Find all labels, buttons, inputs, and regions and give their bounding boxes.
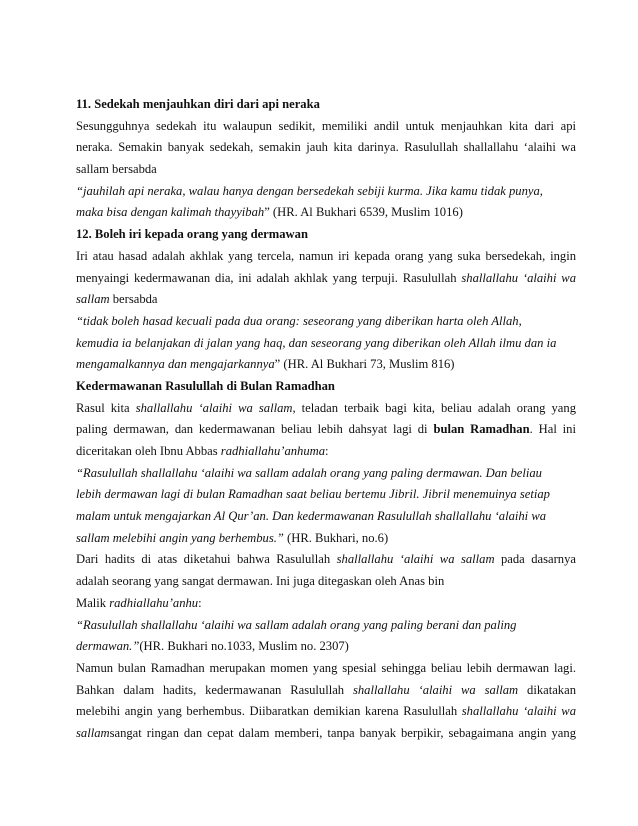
text-run: ” (HR. Al Bukhari 73, Muslim 816) bbox=[274, 357, 455, 372]
text-run: Iri atau hasad adalah akhlak yang tercela, namun iri kepada orang yang suka bersedekah, ingin bbox=[76, 248, 576, 263]
italic-text: mengamalkannya dan mengajarkannya bbox=[76, 357, 275, 372]
text-line bbox=[76, 181, 576, 203]
italic-text: maka bisa dengan kalimah thayyibah bbox=[76, 205, 265, 220]
italic-text: shallallahu ‘alaihi wa bbox=[461, 704, 576, 719]
text-run: Bahkan dalam hadits, kedermawanan Rasulullah bbox=[76, 682, 353, 697]
italic-text: malam untuk mengajarkan Al Qur’an. Dan kedermawanan Rasulullah shallallahu ‘alaihi wa bbox=[76, 509, 547, 524]
text-line bbox=[76, 571, 576, 593]
text-run: Dari hadits di atas diketahui bahwa Rasulullah bbox=[76, 552, 337, 567]
text-run: ” (HR. Al Bukhari 6539, Muslim 1016) bbox=[264, 205, 463, 220]
text-run: Namun bulan Ramadhan merupakan momen yang spesial sehingga beliau lebih dermawan lagi. bbox=[76, 660, 576, 675]
text-line bbox=[76, 701, 576, 723]
text-run: (HR. Bukhari, no.6) bbox=[283, 530, 389, 545]
text-run: paling dermawan, dan kedermawanan beliau lebih dahsyat lagi di bbox=[76, 422, 434, 437]
text-line bbox=[76, 723, 576, 745]
bold-text: 12. Boleh iri kepada orang yang dermawan bbox=[76, 227, 308, 242]
text-line bbox=[76, 484, 576, 506]
text-line bbox=[76, 398, 576, 420]
bold-text: 11. Sedekah menjauhkan diri dari api neraka bbox=[76, 97, 320, 111]
italic-text: dermawan.” bbox=[76, 639, 140, 654]
bold-text: bulan Ramadhan bbox=[433, 422, 530, 437]
text-line bbox=[76, 333, 576, 355]
italic-text: “jauhilah api neraka, walau hanya dengan bersedekah sebiji kurma. Jika kamu tidak punya, bbox=[76, 183, 543, 198]
italic-text: sallam melebihi angin yang berhembus.” bbox=[76, 530, 284, 545]
text-line bbox=[76, 246, 576, 268]
italic-text: radhiallahu’anhu bbox=[109, 595, 199, 610]
text-line bbox=[76, 658, 576, 680]
text-run: Rasul kita bbox=[76, 400, 136, 415]
text-line bbox=[76, 615, 576, 637]
text-line bbox=[76, 419, 576, 441]
italic-text: kemudia ia belanjakan di jalan yang haq, dan seseorang yang diberikan oleh Allah ilmu dan ia bbox=[76, 335, 557, 350]
italic-text: shallallahu ‘alaihi wa sallam bbox=[336, 552, 495, 567]
text-line bbox=[76, 549, 576, 571]
text-line bbox=[76, 636, 576, 658]
text-line bbox=[76, 506, 576, 528]
text-run: melebihi angin yang berhembus. Diibaratkan demikian karena Rasulullah bbox=[76, 704, 462, 719]
text-run: diceritakan oleh Ibnu Abbas bbox=[76, 444, 221, 458]
text-run: neraka. Semakin banyak sedekah, semakin jauh kita darinya. Rasulullah shallallahu ‘alaihi wa bbox=[76, 140, 576, 155]
text-line bbox=[76, 463, 576, 485]
text-run: bersabda bbox=[109, 292, 158, 307]
text-run: (HR. Bukhari no.1033, Muslim no. 2307) bbox=[139, 639, 349, 654]
text-run: sallam bersabda bbox=[76, 162, 157, 177]
italic-text: lebih dermawan lagi di bulan Ramadhan saat beliau bertemu Jibril. Jibril menemuinya setiap bbox=[76, 487, 550, 502]
section-heading bbox=[76, 94, 576, 116]
text-line bbox=[76, 528, 576, 550]
text-line bbox=[76, 354, 576, 376]
italic-text: shallallahu ‘alaihi wa bbox=[461, 270, 576, 285]
italic-text: “Rasulullah shallallahu ‘alaihi wa sallam adalah orang yang paling berani dan paling bbox=[76, 617, 517, 632]
text-line bbox=[76, 202, 576, 224]
text-run: sangat ringan dan cepat dalam memberi, tanpa banyak berpikir, sebagaimana angin yang bbox=[109, 725, 576, 740]
italic-text: “tidak boleh hasad kecuali pada dua orang: seseorang yang diberikan harta oleh Allah, bbox=[76, 313, 522, 328]
italic-text: sallam bbox=[76, 725, 110, 740]
text-line bbox=[76, 159, 576, 181]
text-line bbox=[76, 593, 576, 615]
text-run: : bbox=[325, 444, 329, 458]
document-body bbox=[76, 94, 576, 745]
italic-text: sallam bbox=[76, 292, 110, 307]
text-run: dikatakan bbox=[518, 682, 576, 697]
italic-text: shallallahu ‘alaihi wa sallam bbox=[135, 400, 293, 415]
text-line bbox=[76, 137, 576, 159]
bold-text: Kedermawanan Rasulullah di Bulan Ramadhan bbox=[76, 378, 335, 393]
text-run: Malik bbox=[76, 595, 110, 610]
italic-text: “Rasulullah shallallahu ‘alaihi wa sallam adalah orang yang paling dermawan. Dan beliau bbox=[76, 465, 542, 480]
text-run: menyaingi kedermawanan dia, ini adalah akhlak yang terpuji. Rasulullah bbox=[76, 270, 462, 285]
text-run: pada dasarnya bbox=[494, 552, 576, 567]
text-line bbox=[76, 680, 576, 702]
text-run: , teladan terbaik bagi kita, beliau adalah orang yang bbox=[292, 400, 576, 415]
text-run: Sesungguhnya sedekah itu walaupun sedikit, memiliki andil untuk menjauhkan kita dari api bbox=[76, 118, 576, 133]
italic-text: radhiallahu’anhuma bbox=[220, 444, 326, 458]
text-line bbox=[76, 441, 576, 463]
text-run: : bbox=[198, 595, 202, 610]
text-run: . Hal ini bbox=[529, 422, 576, 437]
text-line bbox=[76, 116, 576, 138]
section-heading bbox=[76, 224, 576, 246]
text-line bbox=[76, 268, 576, 290]
text-line bbox=[76, 311, 576, 333]
section-heading bbox=[76, 376, 576, 398]
text-run: adalah seorang yang sangat dermawan. Ini juga ditegaskan oleh Anas bin bbox=[76, 574, 445, 589]
text-line bbox=[76, 289, 576, 311]
italic-text: shallallahu ‘alaihi wa sallam bbox=[352, 682, 519, 697]
